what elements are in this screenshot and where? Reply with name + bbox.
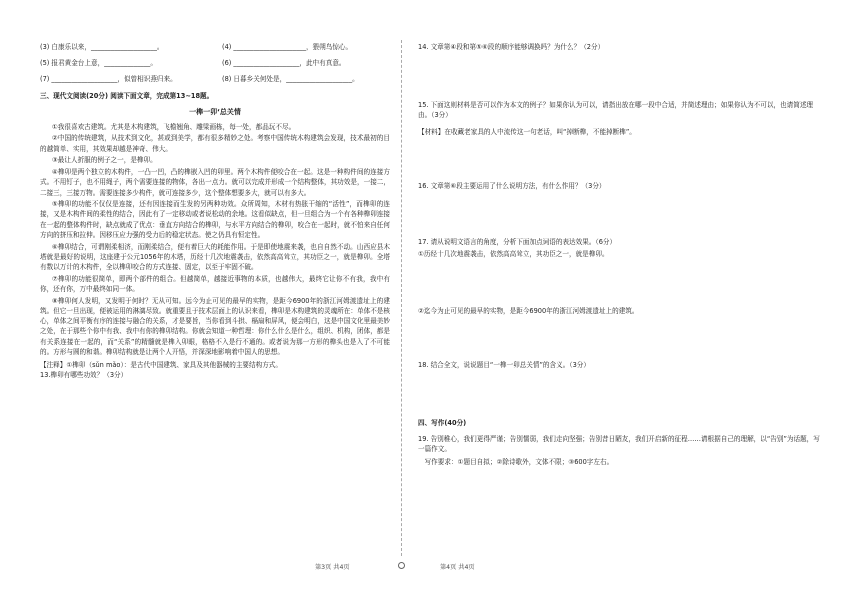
fill-item: (3) 白康乐以来，____________________。 [40,43,164,51]
question-17-item-1: ①历经十几次地震袭击，依然高高耸立，其功臣之一，就是榫卯。 [418,250,609,259]
fill-item: (4) ______________________，猥朔鸟惊心。 [222,43,353,51]
column-divider [401,40,402,556]
article-paragraph: ④榫卯是两个独立的木构件，一凸一凹，凸的榫嵌入凹的卯里。两个木构件便咬合在一起。这是一种构件间的连接方式。不用钉子，也不用绳子，两个需要连接的物体，各出一点力。就可以完成并形成一个结构整体，其功效是，一接二，二接三，三接万物。需要连接多少构件，就可连接多少，这个整体想要多大，就可以有多大。 [40,168,390,197]
article-paragraph: ⑦榫卯的功能很简单，即两个部件的组合。但越简单，越接近事物的本质，也越伟大，最终它让你不有我，我中有你，还有你，万中最终如同一体。 [40,274,390,293]
section-three-heading: 三、现代文阅读(20分) 阅读下面文章，完成第13~18题。 [40,91,214,100]
page-number-left: 第3页 共4页 [315,564,350,571]
article-title: 一榫一卯‘总关情 [189,107,241,116]
article-body [40,122,390,357]
question-16: 16. 文章第⑥段主要运用了什么说明方法，有什么作用？（3分） [418,181,606,190]
section-four-heading: 四、写作(40分) [418,418,467,427]
article-paragraph: ①我很喜欢古建筑。尤其是木构建筑，飞檐翘角、雕梁画栋，每一处，都品玩不尽。 [51,122,296,131]
page-number-right: 第4页 共4页 [440,564,475,571]
fill-item: (5) 报君黄金台上意，______________。 [40,59,157,68]
question-15: 15. 下面这则材料是否可以作为本文的例子？如果你认为可以，请指出放在哪一段中合适，并简述理由；如果你认为不可以，也请简述理由。（3分） [418,101,814,120]
writing-requirements: 写作要求：①题目自拟；②除诗歌外，文体不限；③600字左右。 [424,457,614,466]
fill-row [40,42,390,52]
fill-item: (6) ____________________，此中有真意。 [222,59,346,68]
fill-row [40,74,390,84]
article-paragraph: ⑥榫卯结合，可谓刚柔相济，而刚柔结合，便有着巨大的耗能作用。于是即使地震来袭，也自自然不动。山西应县木塔就是最好的说明，这座建于公元1056年的木塔，历经十几次地震袭击，依然高高耸立，其功臣之一，就是榫卯。全塔有数以万计的木构件，全以榫卯咬合的方式连接、固定，以至于牢固不破。 [40,242,390,272]
fill-blank-section [40,42,390,85]
page-center-circle-icon [398,562,405,569]
article-paragraph: ⑤榫卯的功能不仅仅是连接，还有因连接而生发的另两种功效。众所周知，木材有热胀干缩的“活性”，而榫卯的连接，又是木构件间的柔性的结合，因此有了一定移动或者说松动的余地。这看似缺点，但一旦组合为一个有各种榫卯连接在一起的整体构件时，缺点就成了优点：垂直方向结合的榫卯，与水平方向结合的榫卯，咬合在一起时，就不怕来自任何方向的挤压和拉伸。因移压应力强的受力后的稳定状态。使之仍具有恒定性。 [40,200,390,239]
fill-row [40,58,390,68]
question-13: 13.榫卯有哪些功效？（3分） [40,371,128,380]
question-19: 19. 告别稚心，我们更得严谨；告别懦弱，我们走向坚强；告别昔日陋友，我们开启新的征程……请根据自己的理解，以“告别”为话题，写一篇作文。 [418,435,820,454]
left-column [40,42,390,382]
article-paragraph: ③最让人折服的例子之一，是榫卯。 [51,156,157,165]
question-17: 17. 请从说明文语言的角度，分析下面加点词语的表达效果。（6分） [418,238,617,247]
fill-item: (7) ____________________，似曾相识燕归来。 [40,75,177,84]
right-column [418,42,823,469]
question-14: 14. 文章第④段和第⑤⑥段的顺序能够调换吗？为什么？（2分） [418,43,605,51]
fill-item: (8) 日暮乡关何处是，____________________。 [222,75,359,84]
question-18: 18. 结合全文，说说题目“一榫一卯总关情”的含义。（3分） [418,360,590,369]
article-paragraph: ⑧榫卯何人发明，又发明于何时？无从可知。远今为止可见的最早的实物，是距今6900年的浙江河姆渡遗址上的建筑。但它一旦出现，便被运用的淋漓尽致。就重要且于技术层面上的认识来看，榫卯是木构建筑的灵魂所在：单体不是核心，单体之间平衡有序的连接与融合的关系，才是要旨，当你看到斗拱、槅扇和屏风，便会明白，这是中国文化里最美妙之处，在于那些个你中有我、我中有你的榫卯结构。你就会知道一种哲理：你什么什么是什么，组织、机构，团体，都是有关系连接在一起的，而“关系”的精髓就是榫入卯眼，格格不入是行不通的。或者说为那一方形的榫头也是入了不可能的。方形与圆的和谐。榫卯结构就是让两个人开悟，并深深地影响着中国人的思想。 [40,296,390,356]
material-text: 【材料】在收藏老家具的人中流传这一句老话，叫“掉断榫，不能掉断榫”。 [418,127,636,136]
footnote: 【注释】①榫卯（sǔn mǎo）：是古代中国建筑、家具及其他器械的主要结构方式。 [40,361,282,370]
article-paragraph: ②中国的传统建筑，从技术到文化，甚或到美学，都有很多精妙之处。考察中国传统木构建筑会发现，技术最初的目的越简单、实用，其效果却越是神奇、伟大。 [40,134,390,153]
question-17-item-2: ②迄今为止可见的最早的实物，是距今6900年的浙江河姆渡遗址上的建筑。 [418,306,639,315]
